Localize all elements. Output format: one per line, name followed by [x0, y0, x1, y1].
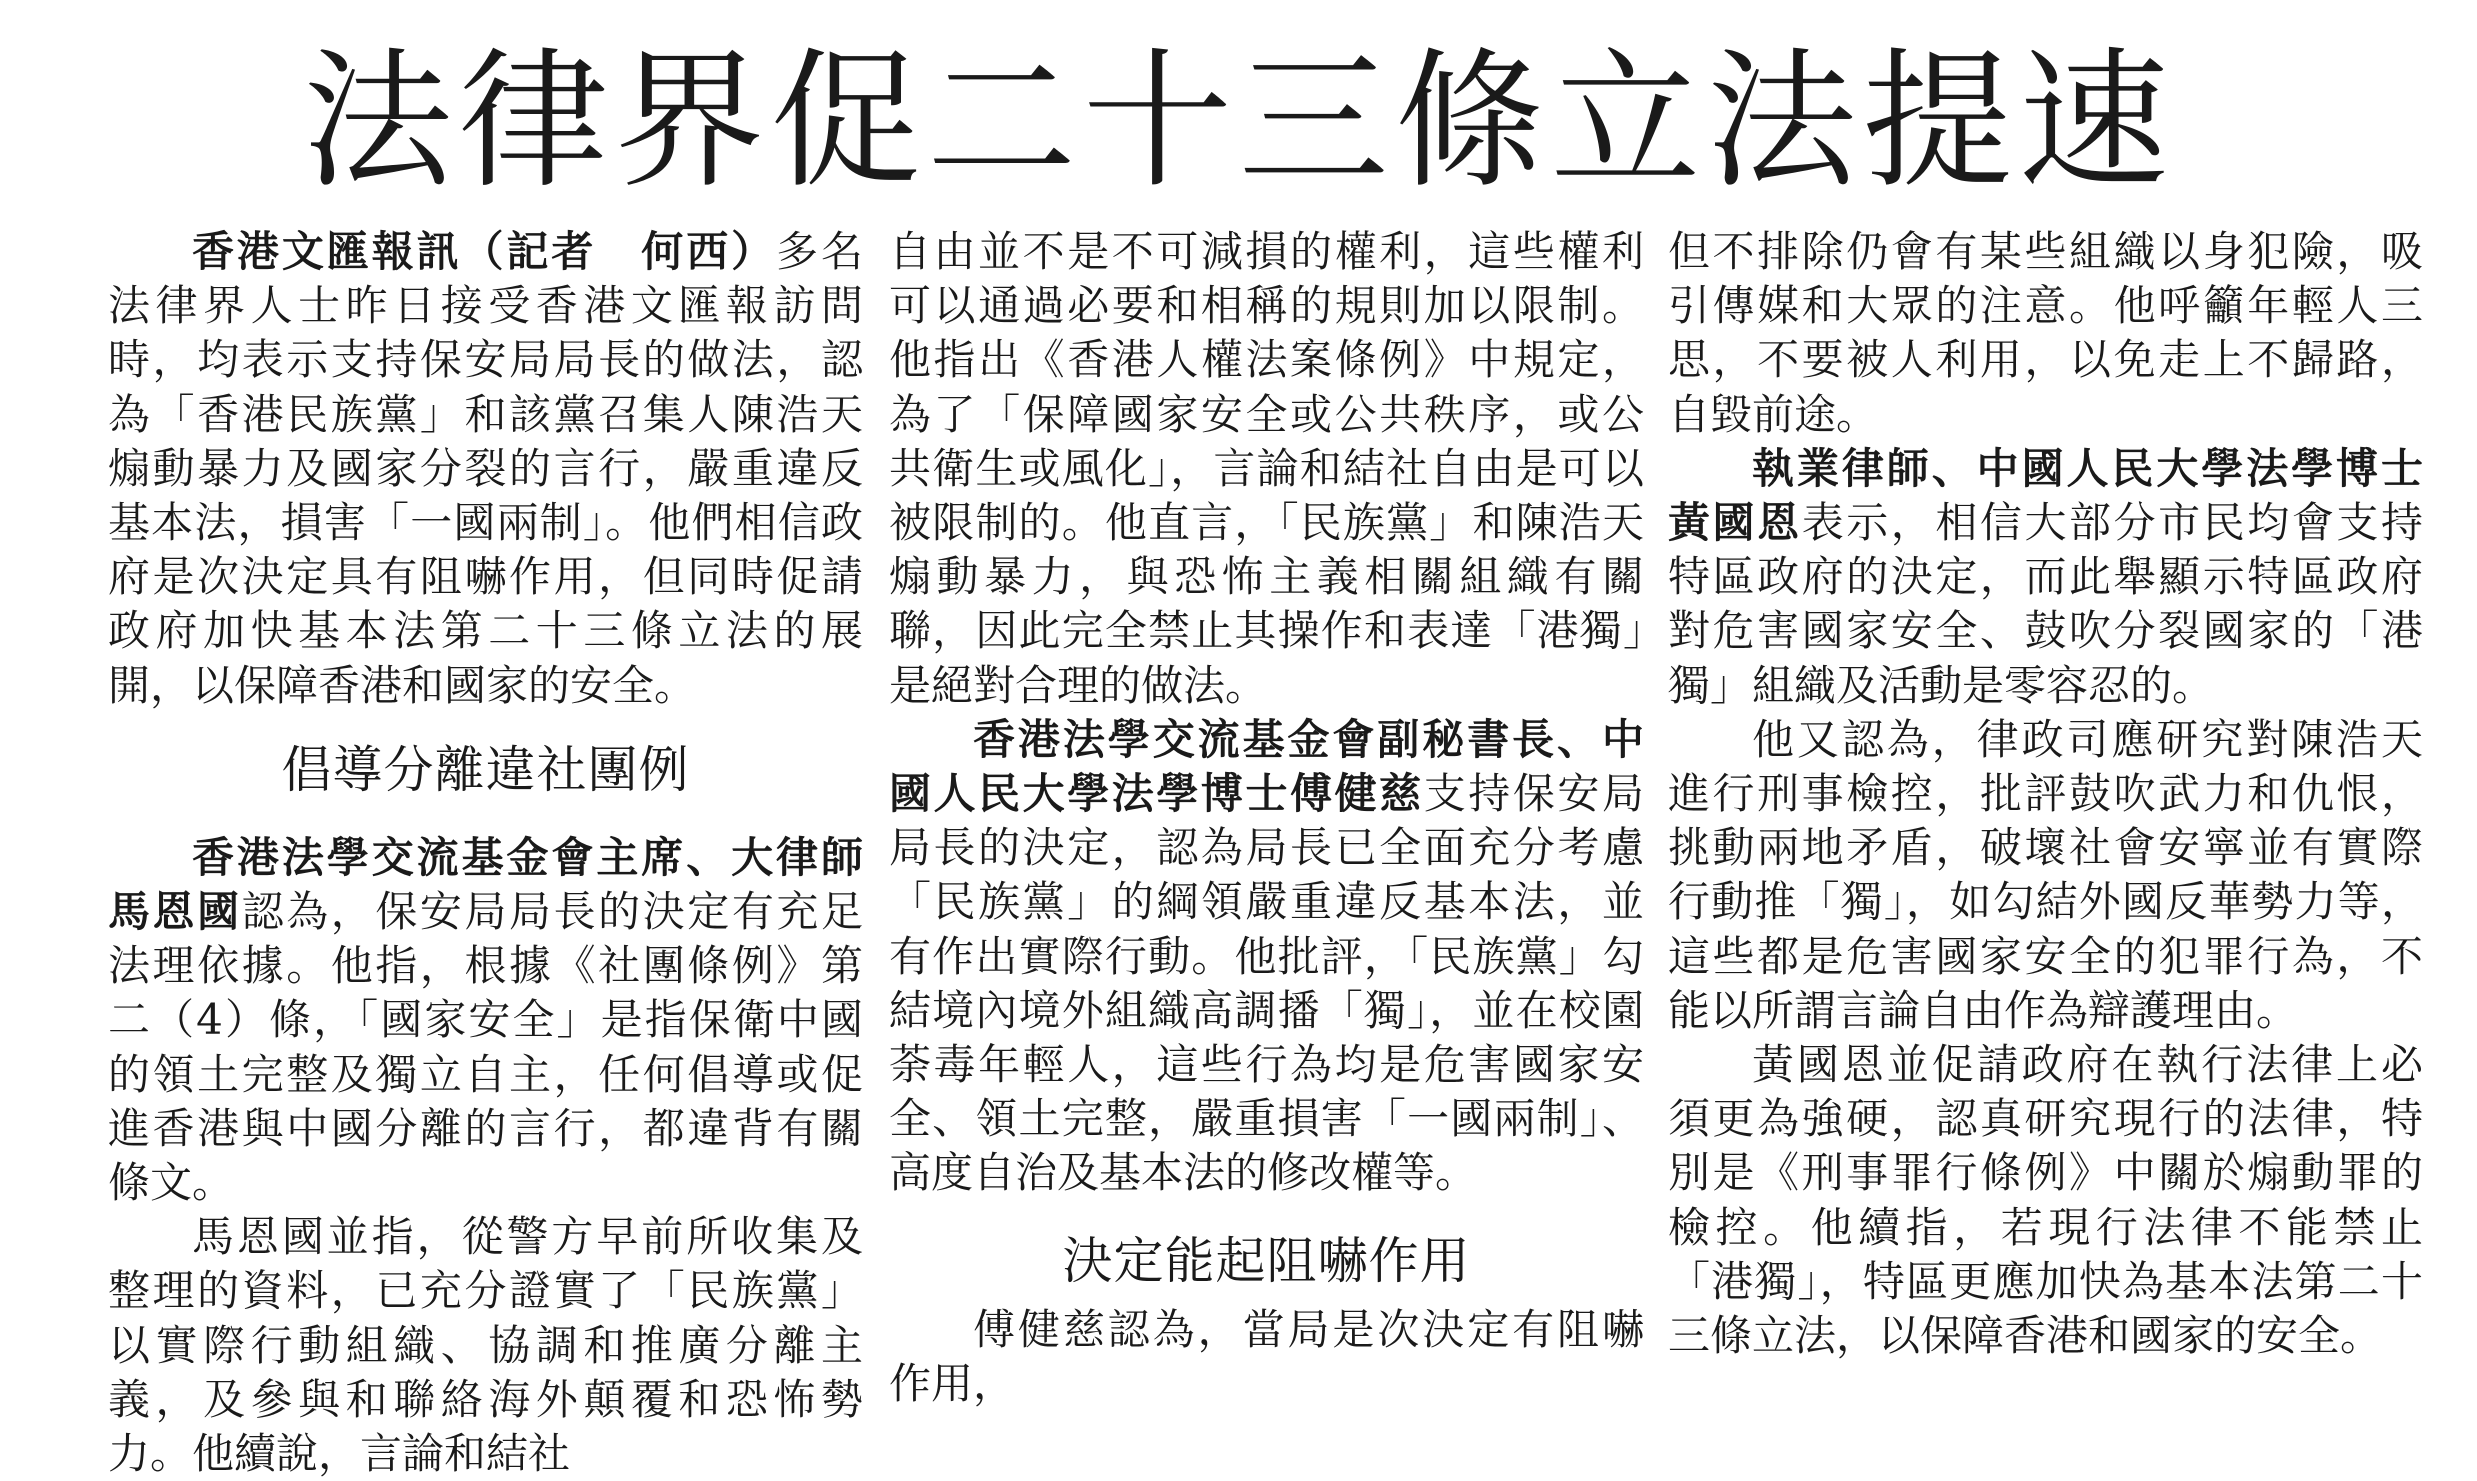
- paragraph-text: 支持保安局局長的決定，認為局長已全面充分考慮「民族黨」的綱領嚴重違反基本法，並有作出實際行動。他批評，「民族黨」勾結境內境外組織高調播「獨」，並在校園荼毒年輕人，這些行為均是危害國家安全、領土完整，嚴重損害「一國兩制」、高度自治及基本法的修改權等。: [889, 769, 1644, 1198]
- paragraph-text: 表示，相信大部分市民均會支持特區政府的決定，而此舉顯示特區政府對危害國家安全、鼓吹分裂國家的「港獨」組織及活動是零容忍的。: [1668, 498, 2423, 710]
- paragraph-text: 認為，保安局局長的決定有充足法理依據。他指，根據《社團條例》第二（4）條，「國家安全」是指保衛中國的領土完整及獨立自主，任何倡導或促進香港與中國分離的言行，都違背有關條文。: [108, 887, 863, 1208]
- section-subhead: 倡導分離違社團例: [281, 740, 690, 799]
- article-column-2: [889, 225, 1644, 1411]
- section-subhead: 決定能起阻嚇作用: [1062, 1231, 1471, 1290]
- speaker-name: 執業律師、中國人民大學法學博士黃國恩: [1668, 443, 2423, 548]
- paragraph-text: 多名法律界人士昨日接受香港文匯報訪問時，均表示支持保安局局長的做法，認為「香港民族黨」和該黨召集人陳浩天煽動暴力及國家分裂的言行，嚴重違反基本法，損害「一國兩制」。他們相信政府是次決定具有阻嚇作用，但同時促請政府加快基本法第二十三條立法的展開，以保障香港和國家的安全。: [108, 227, 863, 710]
- article-column-1: [108, 225, 863, 1481]
- paragraph: [1668, 442, 2423, 713]
- paragraph: [108, 225, 863, 713]
- paragraph: 但不排除仍會有某些組織以身犯險，吸引傳媒和大眾的注意。他呼籲年輕人三思，不要被人利用，以免走上不歸路，自毀前途。: [1668, 227, 2423, 439]
- paragraph: [889, 713, 1644, 1201]
- byline: 香港文匯報訊（記者 何西）: [192, 227, 777, 276]
- paragraph: 黃國恩並促請政府在執行法律上必須更為強硬，認真研究現行的法律，特別是《刑事罪行條例》中關於煽動罪的檢控。他續指，若現行法律不能禁止「港獨」，特區更應加快為基本法第二十三條立法，以保障香港和國家的安全。: [1668, 1040, 2423, 1361]
- page-title: 法律界促二十三條立法提速: [302, 35, 2175, 209]
- article-column-3: [1668, 225, 2423, 1363]
- paragraph: 自由並不是不可減損的權利，這些權利可以通過必要和相稱的規則加以限制。他指出《香港人權法案條例》中規定，為了「保障國家安全或公共秩序，或公共衛生或風化」，言論和結社自由是可以被限制的。他直言，「民族黨」和陳浩天煽動暴力，與恐怖主義相關組織有關聯，因此完全禁止其操作和表達「港獨」是絕對合理的做法。: [889, 227, 1644, 710]
- paragraph: 他又認為，律政司應研究對陳浩天進行刑事檢控，批評鼓吹武力和仇恨，挑動兩地矛盾，破壞社會安寧並有實際行動推「獨」，如勾結外國反華勢力等，這些都是危害國家安全的犯罪行為，不能以所謂言論自由作為辯護理由。: [1668, 714, 2423, 1035]
- speaker-name: 香港法學交流基金會副秘書長、中國人民大學法學博士傅健慈: [889, 714, 1644, 819]
- paragraph: 傅健慈認為，當局是次決定有阻嚇作用，: [889, 1304, 1644, 1408]
- paragraph: 馬恩國並指，從警方早前所收集及整理的資料，已充分證實了「民族黨」以實際行動組織、協調和推廣分離主義，及參與和聯絡海外顛覆和恐怖勢力。他續說，言論和結社: [108, 1212, 863, 1479]
- speaker-name: 香港法學交流基金會主席、大律師馬恩國: [108, 832, 863, 937]
- paragraph: [108, 831, 863, 1210]
